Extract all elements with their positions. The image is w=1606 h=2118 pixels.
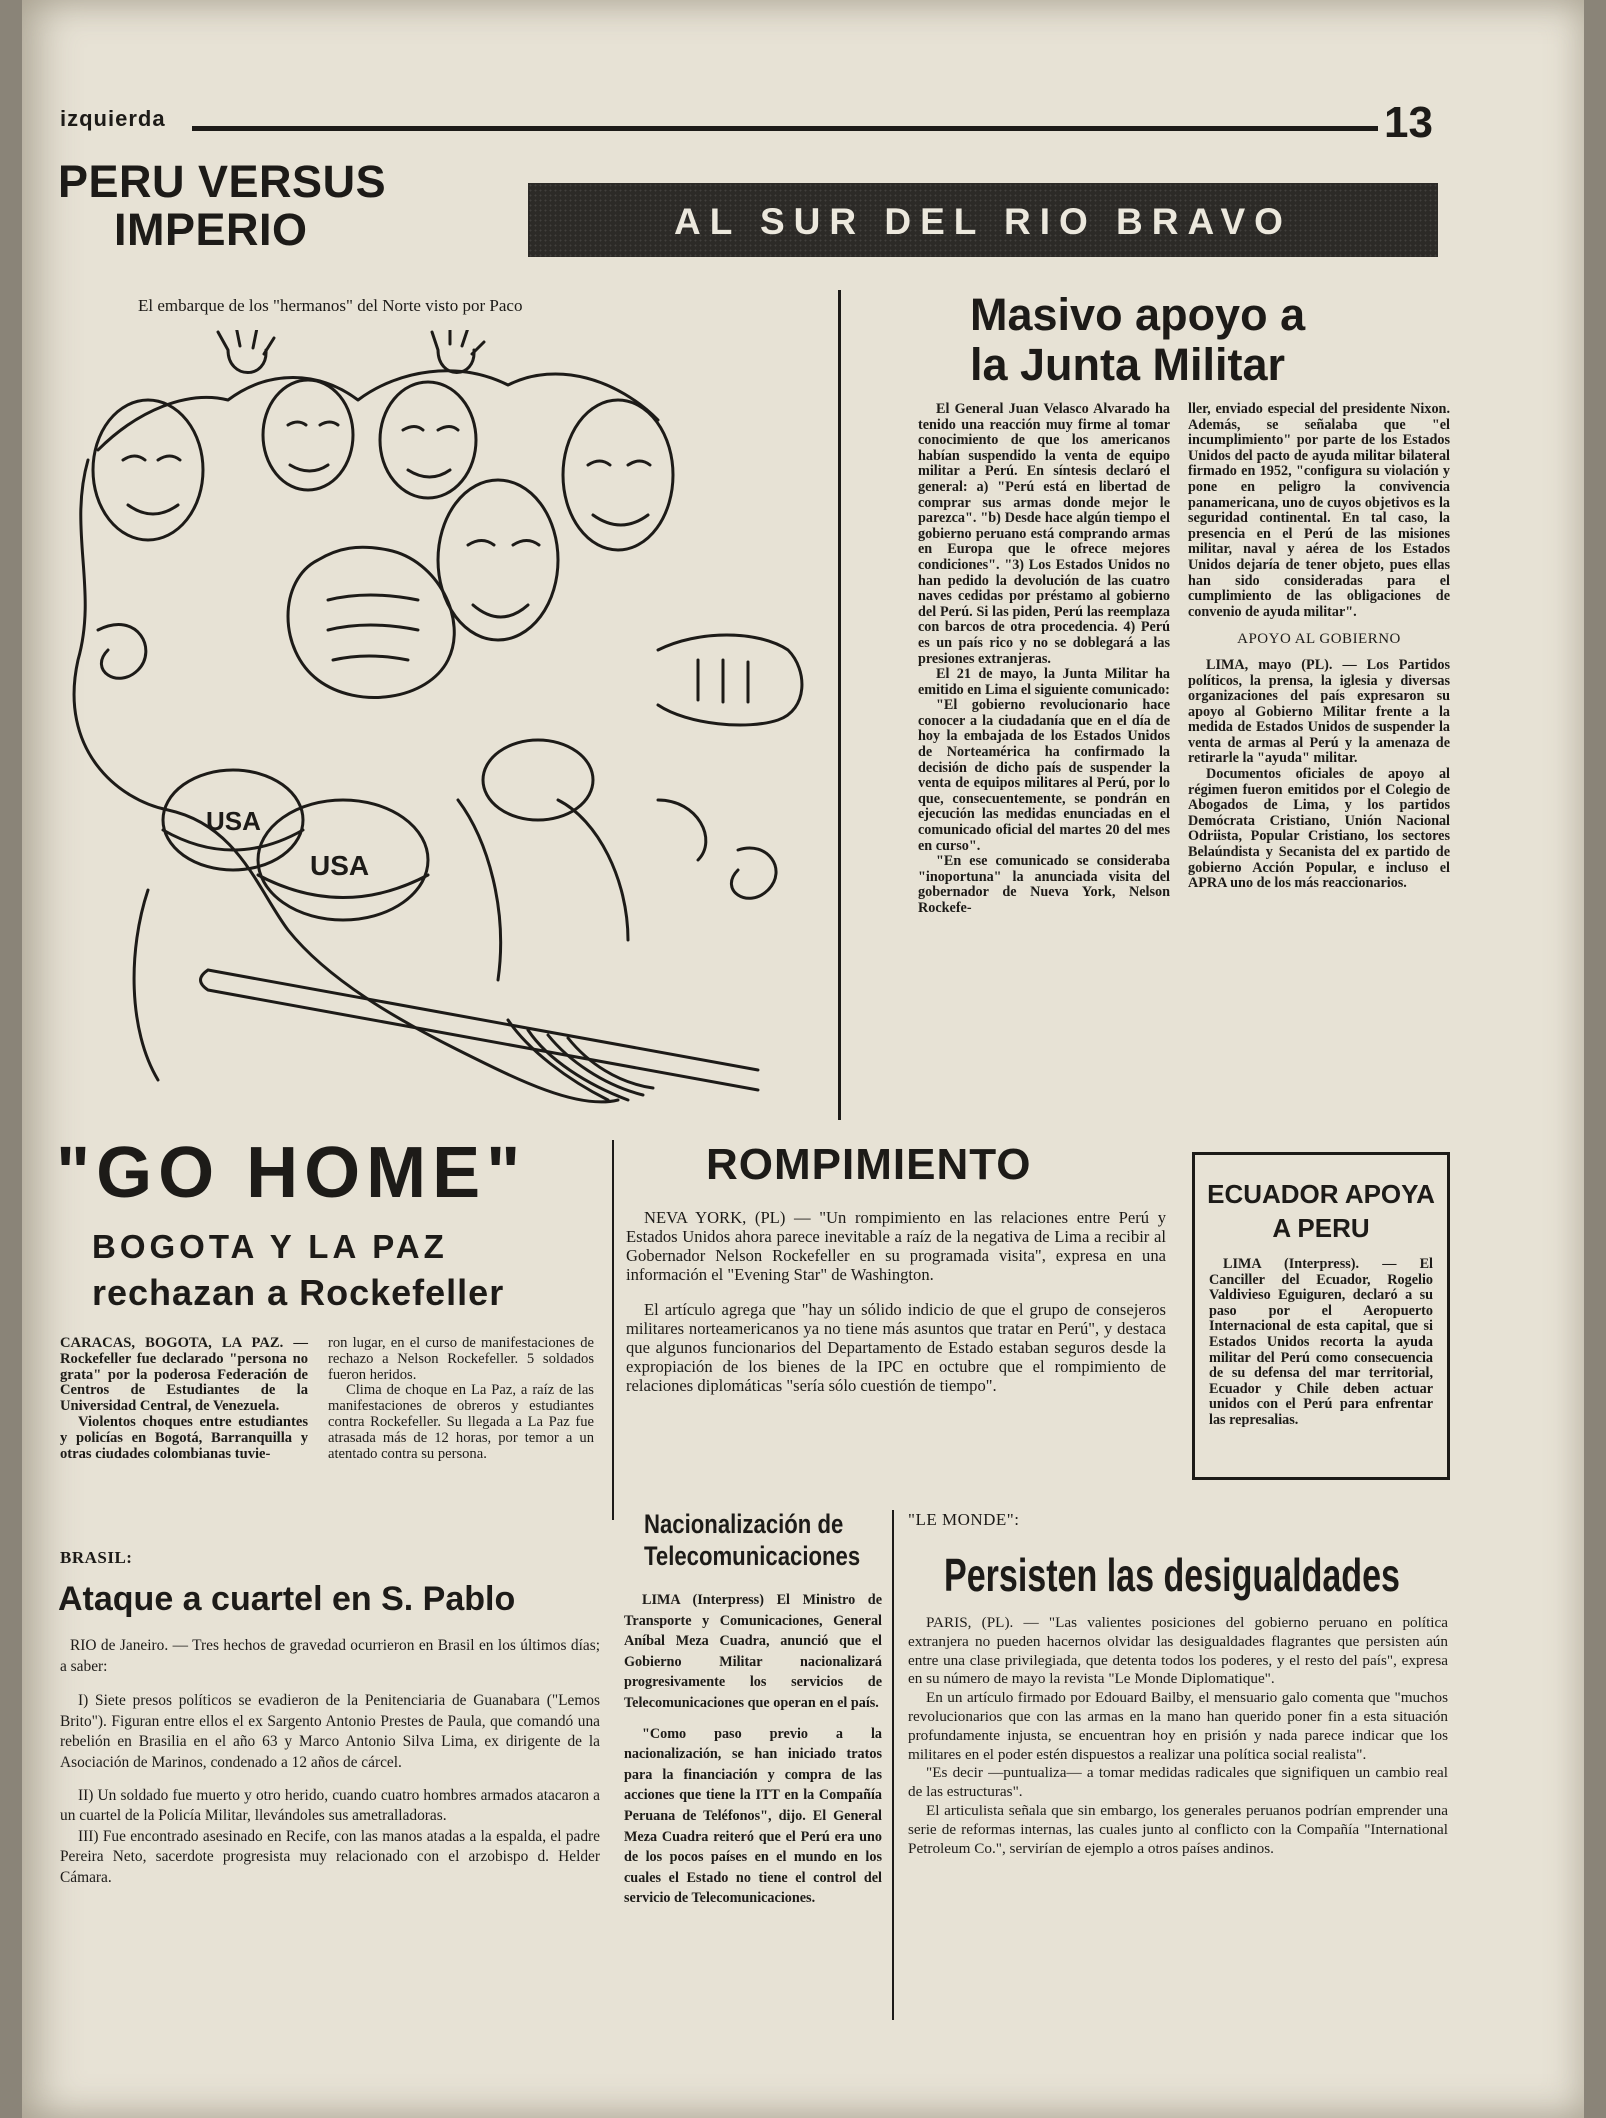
brasil-p4: III) Fue encontrado asesinado en Recife, con las manos atadas a la espalda, el padre Pereira Neto, sacerdote progresista muy relacionado con el arzobispo d. Helder Cámara. (60, 1827, 600, 1886)
go-home-col2-p1: ron lugar, en el curso de manifestaciones de rechazo a Nelson Rockefeller. 5 soldados fueron heridos. (328, 1335, 594, 1383)
rompimiento-p2: El artículo agrega que "hay un sólido indicio de que el grupo de consejeros militares norteamericanos ya no tiene más asuntos que tratar en Perú", y destaca que algunos funcionarios del Departamento de Estado estaban seguros desde la expropiación de los bienes de la IPC en octubre que el rompimiento de relaciones diplomáticas "sería sólo cuestión de tiempo". (626, 1300, 1166, 1395)
brasil-p1: RIO de Janeiro. — Tres hechos de gravedad ocurrieron en Brasil en los últimos días; a saber: (60, 1637, 600, 1675)
masivo-col1-p2: El 21 de mayo, la Junta Militar ha emitido en Lima el siguiente comunicado: (918, 666, 1170, 698)
lemonde-body (908, 1614, 1448, 1858)
go-home-col2 (328, 1336, 594, 1462)
cartoon-caption: El embarque de los "hermanos" del Norte visto por Paco (138, 296, 523, 315)
ecuador-body: LIMA (Interpress). — El Canciller del Ecuador, Rogelio Valdivieso Eguiguren, declaró a su paso por el Aeropuerto Internacional de esta capital, que si Estados Unidos recorta la ayuda militar del Perú como consecuencia de su defensa del mar territorial, Ecuador y Chile deben actuar unidos con el Perú para enfrentar las represalias. (1209, 1256, 1433, 1428)
masivo-col2-p2: LIMA, mayo (PL). — Los Partidos políticos, la prensa, la iglesia y diversas organizaciones del país expresaron su apoyo al Gobierno Militar frente a la medida de Estados Unidos de suspender la venta de armas al Perú y la amenaza de retirarle la "ayuda" militar. (1188, 656, 1450, 767)
page-number: 13 (1384, 98, 1433, 147)
ecuador-title-line1: ECUADOR APOYA (1207, 1179, 1435, 1209)
column-divider-bottom (892, 1510, 894, 2020)
ecuador-title (1195, 1177, 1447, 1245)
ecuador-box (1192, 1152, 1450, 1480)
cartoon-illustration (58, 330, 818, 1120)
go-home-col1 (60, 1336, 308, 1462)
lemonde-p1: PARIS, (PL). — "Las valientes posiciones del gobierno peruano en política extranjera no pueden hacernos olvidar las desigualdades flagrantes que persisten aún entre una clase privilegiada, que detenta todos los poderes, y el resto del país", expresa en su número de mayo la revista "Le Monde Diplomatique". (908, 1614, 1448, 1688)
helmet-label-1: USA (206, 806, 261, 836)
column-divider-mid (612, 1140, 614, 1520)
masivo-title (970, 290, 1305, 390)
brasil-p2: I) Siete presos políticos se evadieron de la Penitenciaria de Guanabara ("Lemos Brito"). Figuran entre ellos el ex Sargento Antonio Prestes de Paula, que comandó una rebelión en Brasilia en el año 63 y Marco Antonio Silva Lima, ex dirigente de la Asociación de Marinos, condenado a 12 años de cárcel. (60, 1692, 600, 1771)
telecom-p1: LIMA (Interpress) El Ministro de Transporte y Comunicaciones, General Aníbal Meza Cuadra, anunció que el Gobierno Militar nacionalizará progresivamente los servicios de Telecomunicaciones que operan en el país. (624, 1592, 882, 1711)
lemonde-p3: "Es decir —puntualiza— a tomar medidas radicales que signifiquen un cambio real de las estructuras". (908, 1764, 1448, 1801)
masivo-title-line1: Masivo apoyo a (970, 289, 1306, 340)
masivo-col2 (1188, 402, 1450, 892)
brasil-kicker: BRASIL: (60, 1548, 133, 1567)
masivo-subhead: APOYO AL GOBIERNO (1237, 631, 1401, 648)
go-home-title: "GO HOME" (56, 1133, 527, 1213)
go-home-col1-p1: CARACAS, BOGOTA, LA PAZ. — Rockefeller fue declarado "persona no grata" por la poderosa Federación de Centros de Estudiantes de la Universidad Central, de Venezuela. (60, 1335, 308, 1415)
telecom-p2: "Como paso previo a la nacionalización, se han iniciado tratos para la financiación y compra de las acciones que tiene la ITT en la Compañía Peruana de Teléfonos", dijo. El General Meza Cuadra reiteró que el Perú era uno de los pocos países en el mundo en los cuales el Estado no tiene el control del servicio de Telecomunicaciones. (624, 1725, 882, 1907)
telecom-title-line2: Telecomunicaciones (644, 1541, 861, 1571)
masivo-col1 (918, 402, 1170, 917)
brasil-p3: II) Un soldado fue muerto y otro herido, cuando cuatro hombres armados atacaron a un cuartel de la Policía Militar, llevándoles sus ametralladoras. (60, 1786, 600, 1825)
banner-text: AL SUR DEL RIO BRAVO (674, 201, 1292, 242)
masivo-col2-p1: ller, enviado especial del presidente Nixon. Además, se señalaba que "el incumplimiento" por parte de los Estados Unidos del pacto de ayuda militar bilateral firmado en 1952, "configura su violación y pone en peligro la convivencia panamericana, uno de cuyos objetivos es la seguridad continental. En tal caso, la presencia en el Perú de las misiones militar, naval y aérea de los Estados Unidos dejaría de tener objeto, pues ellas han sido consideradas para el cumplimiento de las obligaciones de convenio de ayuda militar". (1188, 401, 1450, 620)
peru-versus-line1: PERU VERSUS (58, 156, 387, 207)
masivo-col2-p3: Documentos oficiales de apoyo al régimen fueron emitidos por el Colegio de Abogados de Lima, y los partidos Demócrata Cristiano, Unión Nacional Odriista, Popular Cristiano, los sectores Belaúndista y Secanista del ex partido de gobierno Acción Popular, e incluso el APRA uno de los más reaccionarios. (1188, 766, 1450, 892)
rompimiento-title: ROMPIMIENTO (706, 1140, 1032, 1189)
peru-versus-title (58, 158, 386, 254)
masivo-col1-p4: "En ese comunicado se consideraba "inoportuna" la anunciada visita del gobernador de Nueva York, Nelson Rockefe- (918, 853, 1170, 916)
brasil-title: Ataque a cuartel en S. Pablo (58, 1580, 516, 1618)
section-label: izquierda (60, 106, 166, 131)
lemonde-title: Persisten las desigualdades (944, 1549, 1400, 1601)
lemonde-p2: En un artículo firmado por Edouard Bailby, el mensuario galo comenta que "muchos revolucionarios que con las armas en la mano han querido poner fin a esta situación profundamente injusta, se encuentran hoy en prisión y nada parece indicar que los militares en el poder estén dispuestos a realizar una política social realista". (908, 1689, 1448, 1763)
rompimiento-p1: NEVA YORK, (PL) — "Un rompimiento en las relaciones entre Perú y Estados Unidos ahora parece inevitable a raíz de la negativa de Lima a recibir al Gobernador Nelson Rockefeller en su programada visita", expresa en una información el "Evening Star" de Washington. (626, 1208, 1166, 1284)
go-home-sub1: BOGOTA Y LA PAZ (92, 1228, 448, 1265)
telecom-title-line1: Nacionalización de (644, 1509, 844, 1539)
column-divider-top (838, 290, 841, 1120)
brasil-body (60, 1636, 600, 1889)
masivo-col1-p1: El General Juan Velasco Alvarado ha tenido una reacción muy firme al tomar conocimiento de que los americanos habían suspendido la venta de equipo militar a Perú. En síntesis declaró el general: a) "Perú está en libertad de comprar sus armas donde mejor le parezca". "b) Desde hace algún tiempo el gobierno peruano está comprando armas en Europa que le ofrece mejores condiciones". "3) Los Estados Unidos no han pedido la devolución de las cuatro naves cedidas por préstamo al gobierno del Perú. Si las piden, Perú las reemplaza con barcos de otra procedencia. 4) Perú es un país rico y no se doblegará a las presiones extranjeras. (918, 401, 1170, 667)
section-banner (528, 183, 1438, 257)
go-home-col1-p2: Violentos choques entre estudiantes y policías en Bogotá, Barranquilla y otras ciudades colombianas tuvie- (60, 1413, 308, 1462)
peru-versus-line2: IMPERIO (114, 204, 308, 255)
telecom-body (624, 1590, 882, 1909)
masivo-col1-p3: "El gobierno revolucionario hace conocer a la ciudadanía que en el día de hoy la embajada de los Estados Unidos de Norteamérica ha confirmado la decisión de dicho país de suspender la venta de equipos militares al Perú, por lo que, consecuentemente, se pondrán en ejecución las medidas enunciadas en el comunicado oficial del martes 20 del mes en curso". (918, 697, 1170, 854)
ecuador-title-line2: A PERU (1272, 1213, 1370, 1243)
masivo-title-line2: la Junta Militar (970, 339, 1286, 390)
go-home-col2-p2: Clima de choque en La Paz, a raíz de las manifestaciones de obreros y estudiantes contra Rockefeller. Su llegada a La Paz fue atrasada más de 12 horas, por temor a un atentado contra su persona. (328, 1382, 594, 1462)
header-rule (192, 126, 1378, 131)
go-home-sub2: rechazan a Rockefeller (92, 1272, 505, 1313)
rompimiento-body (626, 1208, 1166, 1395)
lemonde-p4: El articulista señala que sin embargo, los generales peruanos podrían emprender una serie de reformas internas, las cuales junto al conflicto con la Compañía "International Petroleum Co.", servirían de ejemplo a otros países andinos. (908, 1801, 1448, 1857)
lemonde-kicker: "LE MONDE": (908, 1510, 1020, 1529)
helmet-label-2: USA (310, 850, 370, 881)
telecom-title (644, 1508, 860, 1572)
